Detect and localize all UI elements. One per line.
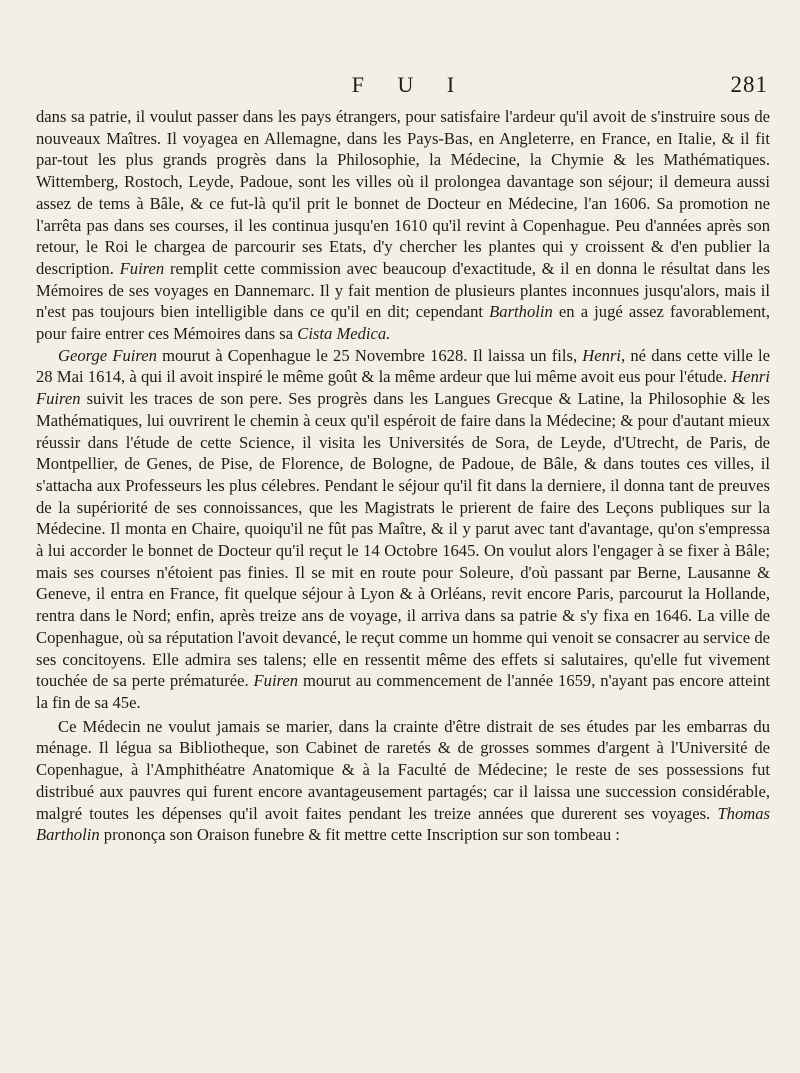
paragraph — [36, 106, 770, 345]
italic-run: George Fuiren — [58, 345, 157, 365]
paragraph — [36, 345, 770, 714]
text-run: mourut au commencement de l'année 1659, n'ayant pas encore atteint la fin de sa 45e. — [36, 671, 770, 712]
text-run: remplit cette commission avec beaucoup d'exactitude, & il en donna le résultat dans les Mémoires de ses voyages en Dannemarc. Il y fait mention de plusieurs plantes inconnues jusqu'alors, mais il n'est pas toujours bien intelligible dans ce qu'il en dit; cependant — [36, 258, 771, 322]
text-run: Ce Médecin ne voulut jamais se marier, dans la crainte d'être distrait de ses études par les embarras du ménage. Il légua sa Bibliotheque, son Cabinet de raretés & de grosses sommes d'argent à l'Université de Copenhague, à l'Amphithéatre Anatomique & à la Faculté de Médecine; le reste de ses possessions fut distribué aux pauvres qui furent encore avantageusement partagés; car il laissa une succession considérable, malgré toutes les dépenses qu'il avoit faites pendant les treize années que durerent ses voyages. — [36, 716, 770, 823]
text-run: suivit les traces de son pere. Ses progrès dans les Langues Grecque & Latine, la Philosophie & les Mathématiques, lui ouvrirent le chemin à ceux qu'il espéroit de faire dans la Médecine; & pour d'autant mieux réussir dans l'étude de cette Science, il visita les Universités de Sora, de Leyde, d'Utrecht, de Paris, de Montpellier, de Genes, de Pise, de Florence, de Bologne, de Padoue, de Bâle, & dans toutes ces villes, il s'attacha aux Professeurs les plus célebres. Pendant le séjour qu'il fit dans la derniere, il donna tant de preuves de la supériorité de ses connoissances, que les Magistrats le prierent de faire des Leçons publiques sur la Médecine. Il monta en Chaire, quoiqu'il ne fût pas Maître, & il y parut avec tant d'avantage, qu'on s'empressa à lui accorder le bonnet de Docteur qu'il reçut le 14 Octobre 1645. On voulut alors l'engager à se fixer à Bâle; mais ses courses n'étoient pas finies. Il se mit en route pour Soleure, d'où passant par Berne, Lausanne & Geneve, il entra en France, fit quelque séjour à Lyon & à Orléans, revit encore Paris, parcourut la Hollande, rentra dans le Nord; enfin, après treize ans de voyage, il arriva dans sa patrie & s'y fixa en 1646. La ville de Copenhague, où sa réputation l'avoit devancé, le reçut comme un homme qui venoit se consacrer au service de ses concitoyens. Elle admira ses talens; elle en ressentit même des effets si salutaires, qu'elle fut vivement touchée de sa perte prématurée. — [36, 389, 770, 691]
paragraph — [36, 716, 770, 846]
text-run: , né dans cette ville le 28 Mai 1614, à qui il avoit inspiré le même goût & la même ardeur que lui même avoit eus pour l'étude. — [36, 345, 770, 387]
text-run: dans sa patrie, il voulut passer dans les pays étrangers, pour satisfaire l'ardeur qu'il avoit de s'instruire sous de nouveaux Maîtres. Il voyagea en Allemagne, dans les Pays-Bas, en Angleterre, en France, en Italie, & il fit par-tout les plus grands progrès dans la Philosophie, la Médecine, la Chymie & les Mathématiques. Wittemberg, Rostoch, Leyde, Padoue, sont les villes où il prolongea davantage son séjour; il demeura aussi assez de tems à Bâle, & ce fut-là qu'il prit le bonnet de Docteur en Médecine, l'an 1606. Sa promotion ne l'arrêta pas dans ses courses, il les continua jusqu'en 1610 qu'il revint à Copenhague. Peu d'années après son retour, le Roi le chargea de parcourir ses Etats, d'y chercher les plantes qui y croissent & d'en publier la description. — [36, 107, 770, 278]
running-title: F U I — [351, 72, 469, 97]
italic-run: Henri — [582, 345, 622, 365]
page-number: 281 — [730, 72, 768, 97]
text-run: prononça son Oraison funebre & fit mettre cette Inscription sur son tombeau : — [99, 825, 620, 845]
italic-run: Henri Fuiren — [36, 367, 770, 409]
italic-run: Fuiren — [119, 258, 165, 278]
text-run: mourut à Copenhague le 25 Novembre 1628. Il laissa un fils, — [156, 345, 583, 365]
text-run: en a jugé assez favorablement, pour faire entrer ces Mémoires dans sa — [36, 302, 771, 344]
italic-run: Cista Medica. — [297, 324, 391, 344]
italic-run: Fuiren — [253, 671, 299, 691]
body-text — [36, 106, 770, 846]
page-header — [36, 72, 770, 106]
italic-run: Bartholin — [489, 302, 553, 322]
italic-run: Thomas Bartholin — [36, 803, 770, 845]
